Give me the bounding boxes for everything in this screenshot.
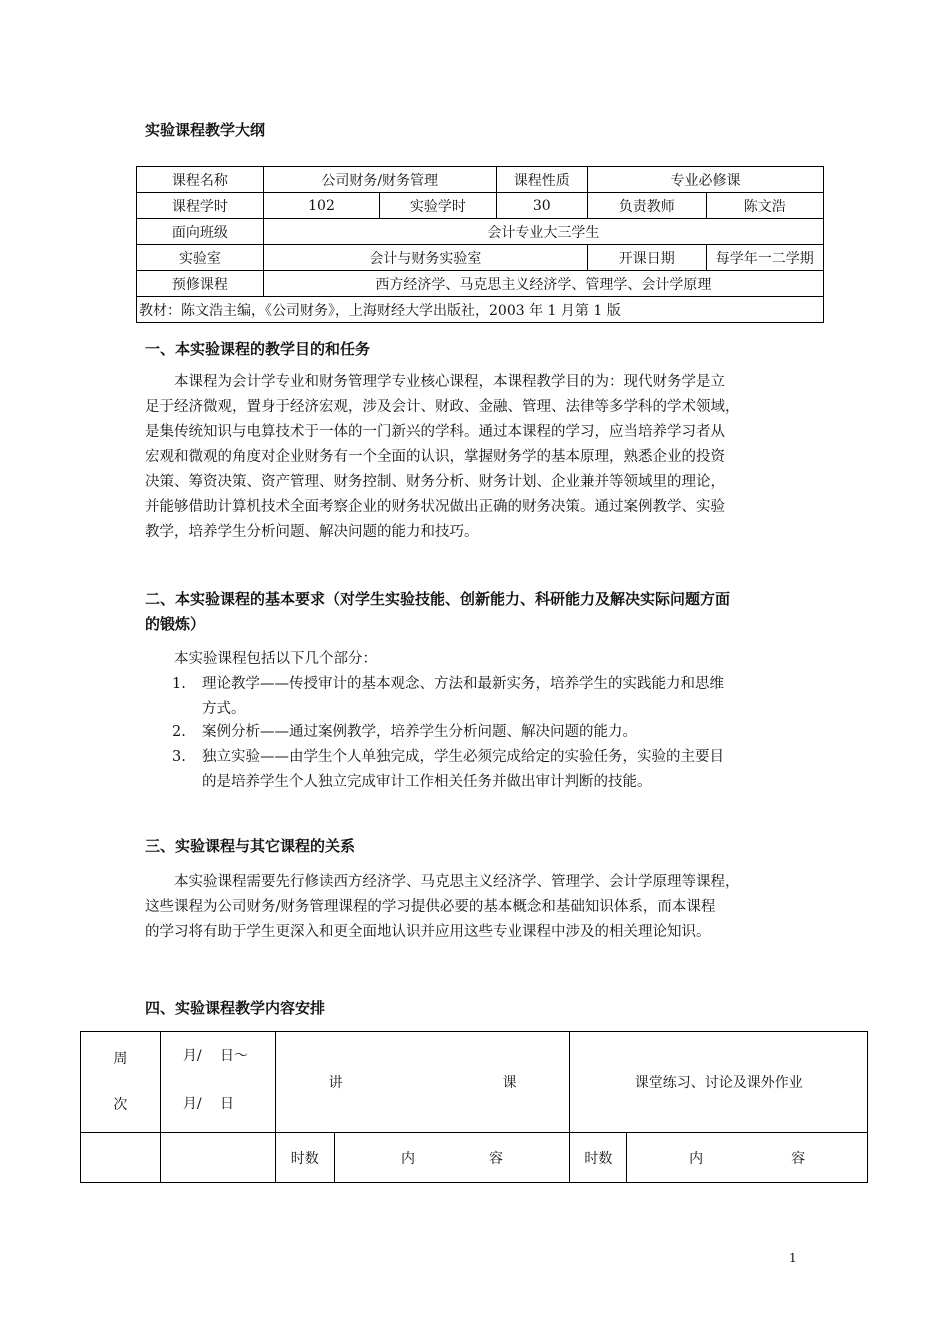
course-name-value: 公司财务/财务管理	[263, 167, 496, 193]
list-text-cont: 方式。	[202, 701, 246, 717]
list-text: 理论教学——传授审计的基本观念、方法和最新实务，培养学生的实践能力和思维	[202, 676, 724, 692]
course-name-label: 课程名称	[137, 167, 264, 193]
section2-heading-line: 二、本实验课程的基本要求（对学生实验技能、创新能力、科研能力及解决实际问题方面	[145, 590, 731, 608]
lab-value: 会计与财务实验室	[263, 245, 587, 271]
paragraph-line: 教学，培养学生分析问题、解决问题的能力和技巧。	[145, 524, 479, 540]
start-label: 开课日期	[588, 245, 706, 271]
lab-label: 实验室	[137, 245, 264, 271]
textbook-info: 教材：陈文浩主编，《公司财务》，上海财经大学出版社，2003 年 1 月第 1 版	[137, 297, 824, 323]
paragraph-line: 的学习将有助于学生更深入和更全面地认识并应用这些专业课程中涉及的相关理论知识。	[145, 924, 711, 940]
start-value: 每学年一二学期	[706, 245, 824, 271]
lecture-hours-header: 时数	[275, 1133, 334, 1183]
section1-heading: 一、本实验课程的教学目的和任务	[145, 340, 371, 358]
paragraph-line: 这些课程为公司财务/财务管理课程的学习提供必要的基本概念和基础知识体系，而本课程	[145, 899, 716, 915]
lecture-content-header	[334, 1133, 570, 1183]
paragraph-line: 足于经济微观，置身于经济宏观，涉及会计、财政、金融、管理、法律等多学科的学术领域，	[145, 399, 740, 415]
lecture-header	[275, 1032, 570, 1133]
practice-content-header	[627, 1133, 868, 1183]
section4-heading: 四、实验课程教学内容安排	[145, 999, 326, 1017]
table-row	[137, 297, 824, 323]
list-text: 案例分析——通过案例教学，培养学生分析问题、解决问题的能力。	[202, 724, 637, 740]
date-header	[160, 1032, 275, 1133]
list-text: 独立实验——由学生个人单独完成，学生必须完成给定的实验任务，实验的主要目	[202, 749, 724, 765]
table-row	[81, 1032, 868, 1133]
table-row	[137, 271, 824, 297]
course-info-table	[136, 166, 824, 323]
list-number: 3.	[172, 749, 186, 765]
week-header	[81, 1032, 161, 1133]
lecture-header-a: 讲	[328, 1075, 343, 1091]
practice-header: 课堂练习、讨论及课外作业	[570, 1032, 868, 1133]
paragraph-line: 本课程为会计学专业和财务管理学专业核心课程，本课程教学目的为：现代财务学是立	[174, 374, 725, 390]
teacher-label: 负责教师	[588, 193, 706, 219]
date-header-top: 月/ 日～	[182, 1048, 249, 1064]
week-header-top: 周	[113, 1051, 128, 1067]
lab-hours-value: 30	[496, 193, 587, 219]
course-type-label: 课程性质	[496, 167, 587, 193]
table-row	[137, 167, 824, 193]
practice-hours-header: 时数	[570, 1133, 627, 1183]
page-number: 1	[789, 1251, 797, 1265]
content-header-b: 容	[489, 1150, 504, 1167]
document-title: 实验课程教学大纲	[145, 121, 266, 139]
section2-heading-line: 的锻炼）	[145, 615, 206, 633]
list-item	[172, 720, 812, 745]
table-row	[137, 245, 824, 271]
paragraph-line: 是集传统知识与电算技术于一体的一门新兴的学科。通过本课程的学习，应当培养学习者从	[145, 424, 725, 440]
lecture-header-b: 课	[502, 1075, 517, 1091]
prereq-label: 预修课程	[137, 271, 264, 297]
course-type-value: 专业必修课	[588, 167, 824, 193]
paragraph-line: 决策、筹资决策、资产管理、财务控制、财务分析、财务计划、企业兼并等领域里的理论，	[145, 474, 725, 490]
paragraph-line: 并能够借助计算机技术全面考察企业的财务状况做出正确的财务决策。通过案例教学、实验	[145, 499, 725, 515]
list-item	[172, 745, 812, 795]
week-header-bottom: 次	[113, 1097, 128, 1113]
empty-cell	[81, 1133, 161, 1183]
list-item	[172, 672, 812, 722]
content-header-b: 容	[791, 1150, 806, 1167]
class-value: 会计专业大三学生	[263, 219, 823, 245]
section3-heading: 三、实验课程与其它课程的关系	[145, 837, 356, 855]
teacher-value: 陈文浩	[706, 193, 824, 219]
section2-intro: 本实验课程包括以下几个部分：	[174, 651, 377, 667]
schedule-table	[80, 1031, 868, 1183]
table-row	[137, 193, 824, 219]
date-header-bottom: 月/ 日	[182, 1096, 235, 1112]
paragraph-line: 宏观和微观的角度对企业财务有一个全面的认识，掌握财务学的基本原理，熟悉企业的投资	[145, 449, 725, 465]
hours-label: 课程学时	[137, 193, 264, 219]
list-number: 1.	[172, 676, 186, 692]
section2-heading	[145, 587, 815, 637]
lab-hours-label: 实验学时	[380, 193, 496, 219]
prereq-value: 西方经济学、马克思主义经济学、管理学、会计学原理	[263, 271, 823, 297]
section1-body	[145, 370, 815, 545]
empty-cell	[160, 1133, 275, 1183]
class-label: 面向班级	[137, 219, 264, 245]
content-header-a: 内	[689, 1150, 704, 1167]
paragraph-line: 本实验课程需要先行修读西方经济学、马克思主义经济学、管理学、会计学原理等课程，	[174, 874, 740, 890]
table-row	[137, 219, 824, 245]
content-header-a: 内	[401, 1150, 416, 1167]
table-row	[81, 1133, 868, 1183]
hours-value: 102	[263, 193, 379, 219]
section3-body	[145, 870, 815, 945]
list-number: 2.	[172, 724, 186, 740]
list-text-cont: 的是培养学生个人独立完成审计工作相关任务并做出审计判断的技能。	[202, 774, 652, 790]
